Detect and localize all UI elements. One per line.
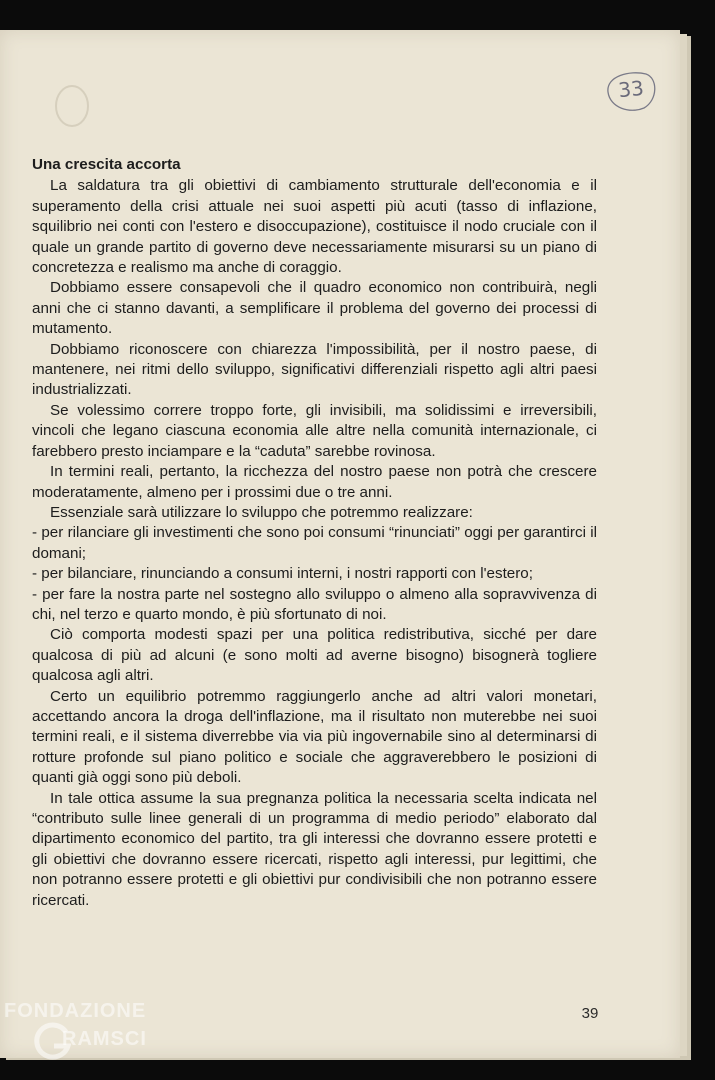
page-number: 39: [581, 1005, 599, 1022]
list-item: - per bilanciare, rinunciando a consumi interni, i nostri rapporti con l'estero;: [32, 565, 533, 583]
article-body: [32, 155, 597, 911]
archive-number: 33: [617, 75, 645, 103]
paragraph: Dobbiamo essere consapevoli che il quadro economico non contribuirà, negli anni che ci stanno davanti, a semplificare il problema del governo dei processi di mutamento.: [32, 279, 597, 338]
watermark: [4, 1000, 204, 1070]
list-item: - per rilanciare gli investimenti che sono poi consumi “rinunciati” oggi per garantirci il domani;: [32, 524, 597, 562]
paragraph: In termini reali, pertanto, la ricchezza del nostro paese non potrà che crescere moderatamente, almeno per i prossimi due o tre anni.: [32, 463, 597, 501]
document-page: [0, 30, 680, 1058]
list-item: - per fare la nostra parte nel sostegno allo sviluppo o almeno alla sopravvivenza di chi, nel terzo e quarto mondo, è più sfortunato di noi.: [32, 585, 597, 623]
paragraph: Dobbiamo riconoscere con chiarezza l'impossibilità, per il nostro paese, di mantenere, nei ritmi dello sviluppo, significativi differenziali rispetto agli altri paesi industrializzati.: [32, 340, 597, 399]
paragraph: Ciò comporta modesti spazi per una politica redistributiva, sicché per dare qualcosa di più ad alcuni (e sono molti ad averne bisogno) bisognerà togliere qualcosa agli altri.: [32, 626, 597, 685]
watermark-line2: RAMSCI: [62, 1028, 147, 1050]
watermark-line1: FONDAZIONE: [4, 1000, 147, 1022]
paragraph: Se volessimo correre troppo forte, gli invisibili, ma solidissimi e irreversibili, vincoli che legano ciascuna economia alle altre nella comunità internazionale, ci farebbero presto inciampare e la “caduta” sarebbe rovinosa.: [32, 401, 597, 460]
paragraph: La saldatura tra gli obiettivi di cambiamento strutturale dell'economia e il superamento della crisi attuale nei suoi aspetti più acuti (tasso di inflazione, squilibrio nei conti con l'estero e disoccupazione), costituisce il nodo cruciale con il quale un grande partito di governo deve necessariamente misurarsi su un piano di concretezza e realismo ma anche di coraggio.: [32, 177, 597, 277]
section-heading: Una crescita accorta: [32, 156, 181, 173]
paragraph: In tale ottica assume la sua pregnanza politica la necessaria scelta indicata nel “contributo sulle linee generali di un programma di medio periodo” elaborato dal dipartimento economico del partito, tra gli interessi che dovranno essere protetti e gli obiettivi che dovranno essere ricercati, rispetto agli interessi, pur legittimi, che non potranno essere protetti e gli obiettivi pur condivisibili che non potranno essere ricercati.: [32, 789, 597, 909]
faded-stamp-icon: [52, 82, 92, 130]
paragraph: Certo un equilibrio potremmo raggiungerlo anche ad altri valori monetari, accettando ancora la droga dell'inflazione, ma il risultato non muterebbe nei suoi termini reali, e il sistema diverrebbe via via più ingovernabile sino al determinarsi di rotture profonde sul piano politico e sociale che aggraverebbero le posizioni di quanti già oggi sono più deboli.: [32, 687, 597, 787]
paragraph: Essenziale sarà utilizzare lo sviluppo che potremmo realizzare:: [50, 503, 473, 521]
